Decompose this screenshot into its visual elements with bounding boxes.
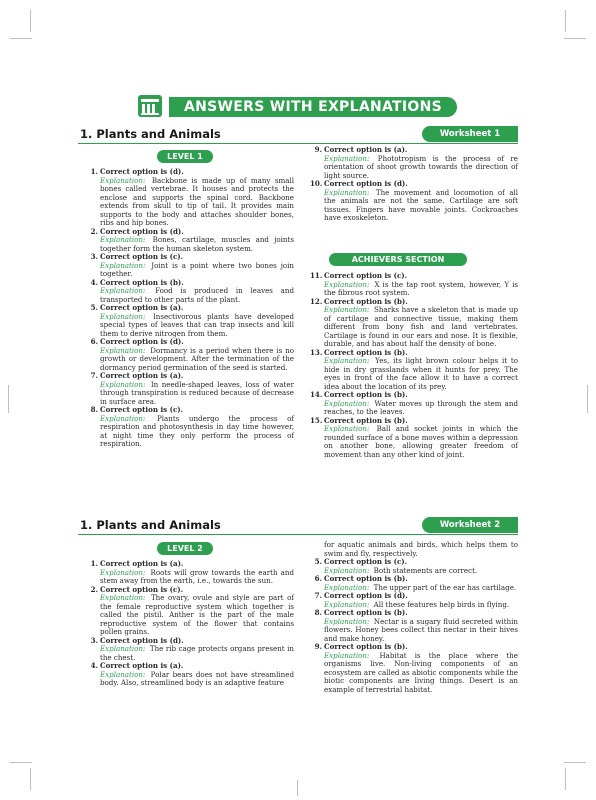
section-header <box>78 125 518 144</box>
answers-column-right <box>310 541 518 694</box>
explanation-label: Explanation: <box>100 311 146 321</box>
answer-item <box>86 406 294 449</box>
achievers-badge: ACHIEVERS SECTION <box>329 253 467 266</box>
correct-option: Correct option is (d). <box>100 635 184 645</box>
explanation-text: Phototropism is the process of re orientation of shoot growth towards the direction of light source. <box>324 153 518 180</box>
answers-column-right <box>310 146 518 223</box>
correct-option: Correct option is (d). <box>324 179 408 188</box>
answer-item <box>310 349 518 392</box>
answers-column-left <box>86 168 294 449</box>
explanation-text: In needle-shaped leaves, loss of water through transpiration is reduced because of decrease in surface area. <box>100 379 294 406</box>
answer-item <box>86 228 294 254</box>
books-icon <box>137 94 163 118</box>
explanation-label: Explanation: <box>100 379 146 389</box>
answer-item <box>310 643 518 694</box>
explanation-label: Explanation: <box>100 175 146 185</box>
question-number: 2. <box>90 226 98 236</box>
explanation-label: Explanation: <box>324 424 370 433</box>
correct-option: Correct option is (c). <box>100 252 184 261</box>
explanation-label: Explanation: <box>324 398 370 408</box>
correct-option: Correct option is (d). <box>100 226 184 236</box>
crop-mark <box>565 10 566 32</box>
answer-item <box>310 146 518 180</box>
explanation-label: Explanation: <box>100 567 146 577</box>
question-number: 6. <box>90 337 98 346</box>
question-number: 4. <box>90 277 98 287</box>
explanation-text: Backbone is made up of many small bones called vertebrae. It houses and protects the enclose and supports the spinal cord. Backbone extends from skull to tip of tail. It provides main supports to the body and attaches shoulder bones, ribs and hip bones. <box>100 175 294 227</box>
explanation <box>324 306 518 349</box>
explanation-text: All these features help birds in flying. <box>373 599 510 609</box>
explanation <box>324 155 518 181</box>
explanation-label: Explanation: <box>100 260 146 270</box>
answer-item <box>86 304 294 338</box>
crop-mark <box>564 38 586 39</box>
explanation-label: Explanation: <box>324 305 370 314</box>
crop-mark <box>564 762 586 763</box>
crop-mark <box>30 768 31 790</box>
answer-item <box>310 180 518 223</box>
crop-mark <box>30 10 31 32</box>
explanation-label: Explanation: <box>100 669 146 679</box>
question-number: 5. <box>90 303 98 312</box>
explanation-label: Explanation: <box>324 153 370 163</box>
explanation <box>324 189 518 223</box>
question-number: 14. <box>310 390 323 399</box>
explanation-label: Explanation: <box>100 593 146 602</box>
answer-item <box>86 560 294 586</box>
level-badge: LEVEL 1 <box>157 150 213 163</box>
correct-option: Correct option is (a). <box>100 559 184 568</box>
section-title: 1. Plants and Animals <box>80 518 221 532</box>
explanation-label: Explanation: <box>324 582 370 592</box>
explanation-text: Water moves up through the stem and reaches, to the leaves. <box>324 398 518 416</box>
crop-mark <box>10 38 32 39</box>
explanation <box>100 569 294 586</box>
answer-item <box>310 558 518 575</box>
explanation-text: The movement and locomotion of all the animals are not the same. Cartilage are soft tissues. Fingers have movable joints. Cockroaches have exoskeleton. <box>324 187 519 222</box>
explanation <box>100 287 294 304</box>
explanation-label: Explanation: <box>324 599 370 609</box>
answer-item <box>310 609 518 643</box>
correct-option: Correct option is (a). <box>100 371 184 380</box>
answer-item <box>310 417 518 460</box>
crop-mark <box>8 385 9 413</box>
question-number: 3. <box>90 252 98 261</box>
explanation-text: Both statements are correct. <box>373 565 478 575</box>
question-number: 6. <box>314 574 322 583</box>
explanation-label: Explanation: <box>324 279 370 289</box>
explanation-text: Plants undergo the process of respiration and photosynthesis in day time however, at night time they only perform the process of respiration. <box>100 413 294 448</box>
question-number: 2. <box>90 584 98 594</box>
explanation-label: Explanation: <box>324 565 370 575</box>
explanation-label: Explanation: <box>324 187 370 197</box>
explanation-label: Explanation: <box>100 345 146 355</box>
question-number: 9. <box>314 145 322 154</box>
explanation <box>100 177 294 228</box>
question-number: 13. <box>310 347 323 357</box>
correct-option: Correct option is (d). <box>324 591 408 600</box>
correct-option: Correct option is (b). <box>324 608 408 617</box>
worksheet-tag: Worksheet 1 <box>422 126 518 142</box>
level-badge: LEVEL 2 <box>157 542 213 555</box>
explanation-text: Insectivorous plants have developed special types of leaves that can trap insects and kill them to derive nitrogen from them. <box>100 311 294 338</box>
answer-item <box>86 279 294 305</box>
answer-item <box>310 575 518 592</box>
answer-item <box>310 298 518 349</box>
explanation-text: Habitat is the place where the organisms live. Non-living components of an ecosystem are called as abiotic components while the biotic components are living things. Desert is an example of terrestrial habitat. <box>324 650 518 694</box>
explanation-text: Roots will grow towards the earth and stem away from the earth, i.e., towards the sun. <box>100 567 294 585</box>
continued-text: for aquatic animals and birds, which helps them to swim and fly, respectively. <box>324 540 518 558</box>
answer-item <box>86 168 294 228</box>
explanation-label: Explanation: <box>100 235 146 244</box>
correct-option: Correct option is (b). <box>324 347 408 357</box>
correct-option: Correct option is (a). <box>324 145 408 154</box>
correct-option: Correct option is (a). <box>100 303 184 312</box>
question-number: 5. <box>314 557 322 566</box>
question-number: 12. <box>310 296 323 306</box>
worksheet-tag: Worksheet 2 <box>422 517 518 533</box>
section-title: 1. Plants and Animals <box>80 127 221 141</box>
explanation-text: Food is produced in leaves and transported to other parts of the plant. <box>100 286 294 304</box>
explanation <box>324 652 518 695</box>
answer-item <box>86 586 294 637</box>
question-number: 1. <box>90 167 98 176</box>
explanation <box>100 347 294 373</box>
answer-item <box>86 253 294 279</box>
crop-mark <box>565 768 566 790</box>
explanation <box>100 415 294 449</box>
explanation-text: The upper part of the ear has cartilage. <box>373 582 517 592</box>
crop-mark <box>10 762 32 763</box>
explanation <box>324 425 518 459</box>
explanation <box>100 381 294 407</box>
correct-option: Correct option is (c). <box>324 271 408 280</box>
explanation <box>100 313 294 339</box>
explanation <box>324 281 518 298</box>
correct-option: Correct option is (c). <box>324 557 408 566</box>
explanation <box>100 236 294 253</box>
section-header <box>78 516 518 535</box>
question-number: 11. <box>310 271 323 280</box>
explanation-label: Explanation: <box>324 650 370 660</box>
explanation <box>100 671 294 688</box>
question-number: 8. <box>314 608 322 617</box>
explanation-label: Explanation: <box>100 644 146 653</box>
correct-option: Correct option is (c). <box>100 584 184 594</box>
explanation <box>324 400 518 417</box>
correct-option: Correct option is (d). <box>100 337 184 346</box>
explanation-text: The rib cage protects organs present in the chest. <box>100 644 294 662</box>
correct-option: Correct option is (b). <box>324 642 408 651</box>
achievers-column <box>310 272 518 459</box>
answer-item <box>310 592 518 609</box>
answers-column-left <box>86 560 294 688</box>
question-number: 3. <box>90 635 98 645</box>
question-number: 4. <box>90 661 98 670</box>
explanation-label: Explanation: <box>100 413 146 423</box>
correct-option: Correct option is (b). <box>324 574 408 583</box>
explanation <box>100 594 294 637</box>
correct-option: Correct option is (c). <box>100 405 184 414</box>
answer-item <box>86 372 294 406</box>
explanation-text: Bones, cartilage, muscles and joints together form the human skeleton system. <box>100 235 294 253</box>
correct-option: Correct option is (d). <box>100 167 184 176</box>
question-number: 7. <box>314 591 322 600</box>
question-number: 10. <box>310 179 323 188</box>
explanation-text: Dormancy is a period when there is no growth or development. After the termination of the dormancy period germination of the seed is started. <box>100 345 294 372</box>
explanation-text: Sharks have a skeleton that is made up of cartilage and connective tissue, making them different from bony fish and land vertebrates. Cartilage is found in our ears and nose. It is flexible, durable, and has about half the density of bone. <box>324 305 518 348</box>
correct-option: Correct option is (b). <box>100 277 184 287</box>
explanation-text: Nectar is a sugary fluid secreted within flowers. Honey bees collect this nectar in their hives and make honey. <box>324 616 518 643</box>
page-title: ANSWERS WITH EXPLANATIONS <box>184 99 442 115</box>
answer-item <box>310 391 518 417</box>
correct-option: Correct option is (b). <box>324 415 408 425</box>
explanation <box>324 618 518 644</box>
explanation-label: Explanation: <box>100 286 146 295</box>
question-number: 1. <box>90 559 98 568</box>
explanation-text: Joint is a point where two bones join together. <box>100 260 294 278</box>
answer-item <box>86 338 294 372</box>
page-header-banner <box>137 94 457 118</box>
answer-item <box>86 637 294 663</box>
correct-option: Correct option is (b). <box>324 390 408 399</box>
question-number: 9. <box>314 642 322 651</box>
crop-mark <box>297 780 298 796</box>
answer-item <box>310 272 518 298</box>
explanation-text: Ball and socket joints in which the rounded surface of a bone moves within a depression on another bone, allowing greater freedom of movement than any other kind of joint. <box>324 424 518 459</box>
crop-mark <box>587 385 588 413</box>
correct-option: Correct option is (b). <box>324 296 408 306</box>
answer-item <box>86 662 294 688</box>
banner-bar <box>169 97 457 117</box>
explanation-text: The ovary, ovule and style are part of the female reproductive system which together is called the pistil. Anther is the part of the male reproductive system of the flower that contains pollen grains. <box>100 593 294 636</box>
explanation-text: X is the tap root system, however, Y is the fibrous root system. <box>324 279 518 297</box>
explanation <box>100 645 294 662</box>
question-number: 15. <box>310 415 323 425</box>
explanation-text: Polar bears does not have streamlined body. Also, streamlined body is an adaptive feature <box>100 669 294 687</box>
correct-option: Correct option is (a). <box>100 661 184 670</box>
explanation-label: Explanation: <box>324 616 370 626</box>
question-number: 7. <box>90 371 98 380</box>
explanation <box>100 262 294 279</box>
explanation-text: Yes, its light brown colour helps it to hide in dry grasslands when it hunts for prey. The eyes in front of the face allow it to have a correct idea about the location of its prey. <box>324 356 518 391</box>
explanation-label: Explanation: <box>324 356 370 365</box>
explanation <box>324 357 518 391</box>
question-number: 8. <box>90 405 98 414</box>
